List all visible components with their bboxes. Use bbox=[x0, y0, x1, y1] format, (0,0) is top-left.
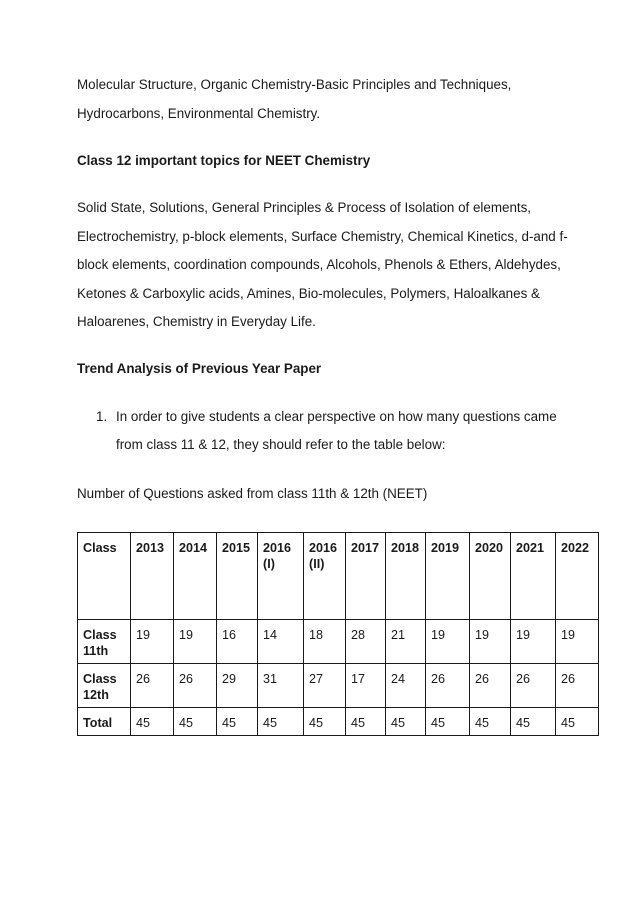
list-item-line: In order to give students a clear perspective on how many questions came bbox=[116, 409, 557, 424]
table-cell: 27 bbox=[304, 664, 346, 708]
table-cell: 45 bbox=[470, 708, 511, 736]
table-cell: 19 bbox=[470, 620, 511, 664]
header-cell: 2016 (I) bbox=[258, 533, 304, 620]
header-cell: 2021 bbox=[511, 533, 556, 620]
table-row bbox=[78, 620, 599, 664]
list-item-number: 1. bbox=[96, 409, 108, 424]
table-cell: 17 bbox=[346, 664, 386, 708]
table-cell: 31 bbox=[258, 664, 304, 708]
table-row bbox=[78, 664, 599, 708]
table-cell: 21 bbox=[386, 620, 426, 664]
header-cell: 2013 bbox=[131, 533, 174, 620]
table-row-total bbox=[78, 708, 599, 736]
paragraph-line: block elements, coordination compounds, Alcohols, Phenols & Ethers, Aldehydes, bbox=[77, 257, 561, 272]
table-cell: 26 bbox=[470, 664, 511, 708]
table-cell: 28 bbox=[346, 620, 386, 664]
table-cell: 26 bbox=[511, 664, 556, 708]
questions-table bbox=[77, 532, 599, 736]
paragraph-line: Hydrocarbons, Environmental Chemistry. bbox=[77, 106, 321, 121]
paragraph-line: Ketones & Carboxylic acids, Amines, Bio-molecules, Polymers, Haloalkanes & bbox=[77, 286, 540, 301]
table-cell: 45 bbox=[131, 708, 174, 736]
header-cell: 2020 bbox=[470, 533, 511, 620]
header-cell: 2018 bbox=[386, 533, 426, 620]
paragraph-line: Electrochemistry, p-block elements, Surface Chemistry, Chemical Kinetics, d-and f- bbox=[77, 229, 568, 244]
section-heading-trend: Trend Analysis of Previous Year Paper bbox=[77, 361, 322, 376]
table-cell: 19 bbox=[174, 620, 217, 664]
header-cell: Class bbox=[78, 533, 131, 620]
paragraph-line: Haloarenes, Chemistry in Everyday Life. bbox=[77, 314, 316, 329]
table-cell: 45 bbox=[258, 708, 304, 736]
table-cell: 19 bbox=[131, 620, 174, 664]
table-cell: 19 bbox=[426, 620, 470, 664]
header-cell: 2015 bbox=[217, 533, 258, 620]
row-label: Total bbox=[78, 708, 131, 736]
table-cell: 45 bbox=[511, 708, 556, 736]
table-cell: 26 bbox=[556, 664, 599, 708]
table-header-row bbox=[78, 533, 599, 620]
table-cell: 18 bbox=[304, 620, 346, 664]
table-cell: 26 bbox=[426, 664, 470, 708]
table-cell: 19 bbox=[556, 620, 599, 664]
header-cell: 2016 (II) bbox=[304, 533, 346, 620]
table-cell: 45 bbox=[304, 708, 346, 736]
header-cell: 2017 bbox=[346, 533, 386, 620]
table-cell: 45 bbox=[217, 708, 258, 736]
row-label: Class 11th bbox=[78, 620, 131, 664]
header-cell: 2022 bbox=[556, 533, 599, 620]
row-label: Class 12th bbox=[78, 664, 131, 708]
table-cell: 16 bbox=[217, 620, 258, 664]
paragraph-line: Molecular Structure, Organic Chemistry-Basic Principles and Techniques, bbox=[77, 77, 512, 92]
header-cell: 2019 bbox=[426, 533, 470, 620]
table-cell: 24 bbox=[386, 664, 426, 708]
list-item-line: from class 11 & 12, they should refer to the table below: bbox=[116, 437, 446, 452]
table-cell: 19 bbox=[511, 620, 556, 664]
table-cell: 26 bbox=[174, 664, 217, 708]
table-cell: 45 bbox=[426, 708, 470, 736]
table-cell: 14 bbox=[258, 620, 304, 664]
header-cell: 2014 bbox=[174, 533, 217, 620]
table-cell: 45 bbox=[174, 708, 217, 736]
table-cell: 45 bbox=[556, 708, 599, 736]
table-cell: 45 bbox=[386, 708, 426, 736]
table-caption: Number of Questions asked from class 11th & 12th (NEET) bbox=[77, 486, 428, 501]
table-cell: 29 bbox=[217, 664, 258, 708]
paragraph-line: Solid State, Solutions, General Principles & Process of Isolation of elements, bbox=[77, 200, 532, 215]
table-cell: 26 bbox=[131, 664, 174, 708]
table-cell: 45 bbox=[346, 708, 386, 736]
section-heading-class12: Class 12 important topics for NEET Chemistry bbox=[77, 153, 371, 168]
